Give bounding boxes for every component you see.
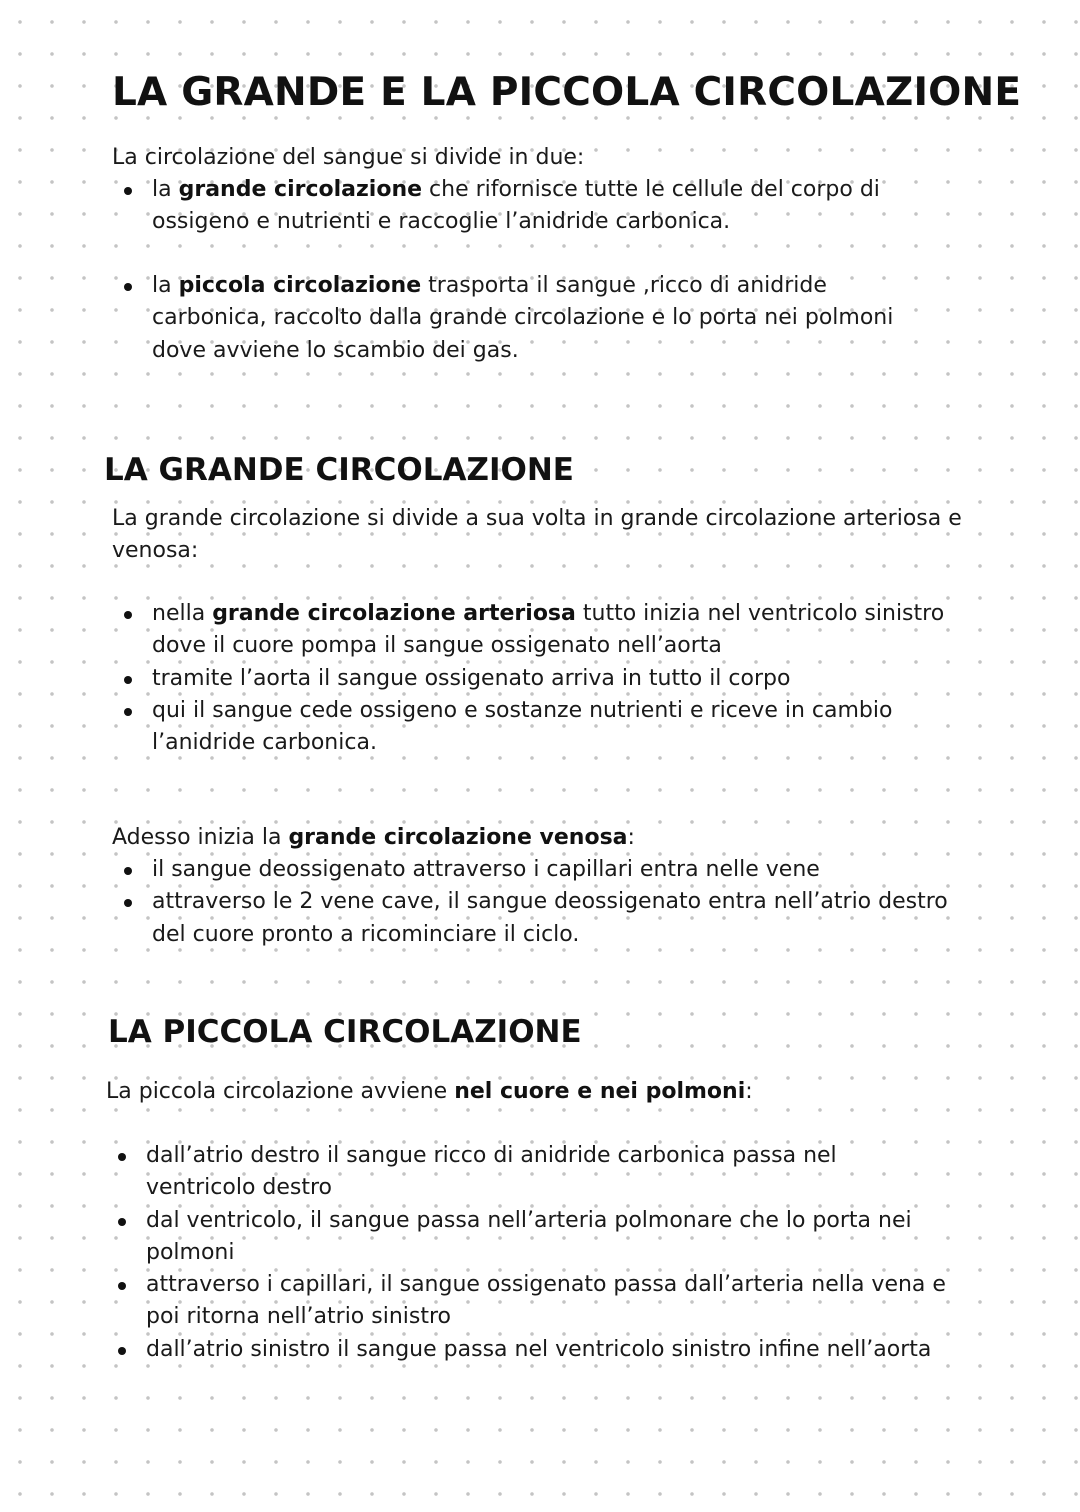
list-item: tramite l’aorta il sangue ossigenato arriva in tutto il corpo — [112, 663, 952, 695]
list-item: qui il sangue cede ossigeno e sostanze nutrienti e riceve in cambio l’anidride carbonica. — [112, 695, 952, 760]
list-item: dall’atrio sinistro il sangue passa nel ventricolo sinistro infine nell’aorta — [106, 1334, 946, 1366]
section-heading-grande: LA GRANDE CIRCOLAZIONE — [104, 452, 574, 488]
grande-text: La grande circolazione si divide a sua volta in grande circolazione arteriosa e venosa: — [112, 506, 962, 563]
venosa-intro: Adesso inizia la grande circolazione venosa: — [112, 825, 635, 850]
venosa-list — [112, 854, 982, 951]
section-heading-piccola: LA PICCOLA CIRCOLAZIONE — [108, 1014, 582, 1050]
list-item: il sangue deossigenato attraverso i capillari entra nelle vene — [112, 854, 982, 886]
piccola-list — [106, 1140, 946, 1366]
list-item: attraverso i capillari, il sangue ossigenato passa dall’arteria nella vena e poi ritorna nell’atrio sinistro — [106, 1269, 946, 1334]
list-item: nella grande circolazione arteriosa tutto inizia nel ventricolo sinistro dove il cuore pompa il sangue ossigenato nell’aorta — [112, 598, 952, 663]
list-item: la piccola circolazione trasporta il sangue ,ricco di anidride carbonica, raccolto dalla grande circolazione e lo porta nei polmoni dove avviene lo scambio dei gas. — [112, 270, 942, 367]
page-title: LA GRANDE E LA PICCOLA CIRCOLAZIONE — [112, 70, 1022, 115]
list-item: dal ventricolo, il sangue passa nell’arteria polmonare che lo porta nei polmoni — [106, 1205, 946, 1270]
arteriosa-list — [112, 598, 952, 759]
list-item: attraverso le 2 vene cave, il sangue deossigenato entra nell’atrio destro del cuore pronto a ricominciare il ciclo. — [112, 886, 982, 951]
intro-text: La circolazione del sangue si divide in due: — [112, 145, 585, 170]
list-item: la grande circolazione che rifornisce tutte le cellule del corpo di ossigeno e nutrienti e raccoglie l’anidride carbonica. — [112, 174, 972, 239]
intro-list-2 — [112, 270, 942, 367]
piccola-text: La piccola circolazione avviene nel cuore e nei polmoni: — [106, 1079, 753, 1104]
intro-list — [112, 174, 972, 239]
list-item: dall’atrio destro il sangue ricco di anidride carbonica passa nel ventricolo destro — [106, 1140, 946, 1205]
